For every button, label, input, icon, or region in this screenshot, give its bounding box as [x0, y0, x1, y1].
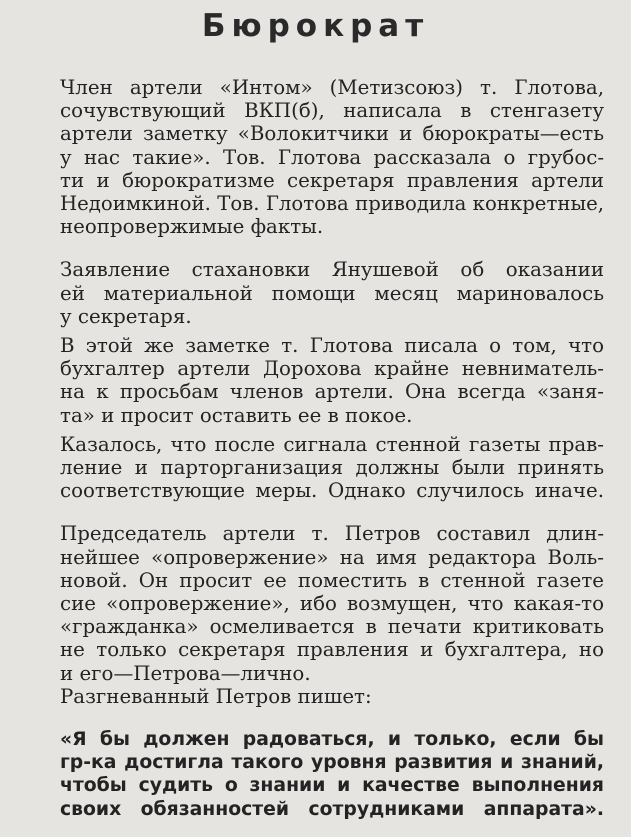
- text-line: на к просьбам членов артели. Она всегда «заня-: [60, 380, 604, 404]
- text-line: ей материальной помощи месяц мариновалось: [60, 281, 604, 305]
- text-line: гр-ка достигла такого уровня развития и знаний,: [60, 752, 604, 774]
- text-line: бухгалтер артели Дорохова крайне невниматель-: [60, 357, 604, 381]
- paragraph-5: [52, 522, 604, 684]
- paragraph-4: [52, 433, 604, 503]
- article-title: Бюрократ: [201, 8, 430, 44]
- text-line: у секретаря.: [60, 304, 192, 328]
- text-line: и его—Петрова—лично.: [60, 661, 311, 685]
- text-line: та» и просит оставить ее в покое.: [60, 403, 413, 427]
- paragraph-1: [52, 76, 604, 238]
- text-line: «Я бы должен радоваться, и только, если бы: [60, 729, 604, 751]
- text-line: чтобы судить о знании и качестве выполнения: [60, 775, 604, 797]
- article-body: [52, 76, 604, 821]
- text-line: Член артели «Интом» (Метизсоюз) т. Глотова,: [60, 76, 604, 99]
- quote-paragraph: [52, 728, 604, 821]
- text-line: не только секретаря правления и бухгалтера, но: [60, 638, 604, 662]
- text-line: ление и парторганизация должны были принять: [60, 456, 604, 480]
- text-line: ти и бюрократизме секретаря правления артели: [60, 168, 604, 192]
- text-line: своих обязанностей сотрудниками аппарата».: [60, 798, 604, 820]
- text-line: Заявление стахановки Янушевой об оказании: [60, 258, 604, 282]
- text-line: соответствующие меры. Однако случилось иначе.: [60, 479, 604, 503]
- text-line: Казалось, что после сигнала стенной газеты прав-: [60, 432, 604, 456]
- text-line: «гражданка» осмеливается в печати критиковать: [60, 615, 604, 639]
- text-line: сочувствующий ВКП(б), написала в стенгазету: [60, 99, 604, 123]
- text-line: нейшее «опровержение» на имя редактора Воль-: [60, 545, 604, 569]
- paragraph-2: [52, 258, 604, 328]
- text-line: Председатель артели т. Петров составил длин-: [60, 522, 604, 546]
- text-line: сие «опровержение», ибо возмущен, что какая-то: [60, 592, 604, 616]
- text-line: Разгневанный Петров пишет:: [60, 684, 372, 708]
- text-line: Недоимкиной. Тов. Глотова приводила конкретные,: [59, 192, 604, 216]
- text-line: новой. Он просит ее поместить в стенной газете: [60, 568, 604, 592]
- text-line: артели заметку «Волокитчики и бюрократы—есть: [60, 122, 604, 146]
- paragraph-6: [52, 685, 604, 708]
- text-line: В этой же заметке т. Глотова писала о том, что: [60, 334, 604, 358]
- paragraph-3: [52, 334, 604, 427]
- text-line: у нас такие». Тов. Глотова рассказала о грубос-: [60, 145, 604, 169]
- text-line: неопровержимые факты.: [60, 215, 324, 239]
